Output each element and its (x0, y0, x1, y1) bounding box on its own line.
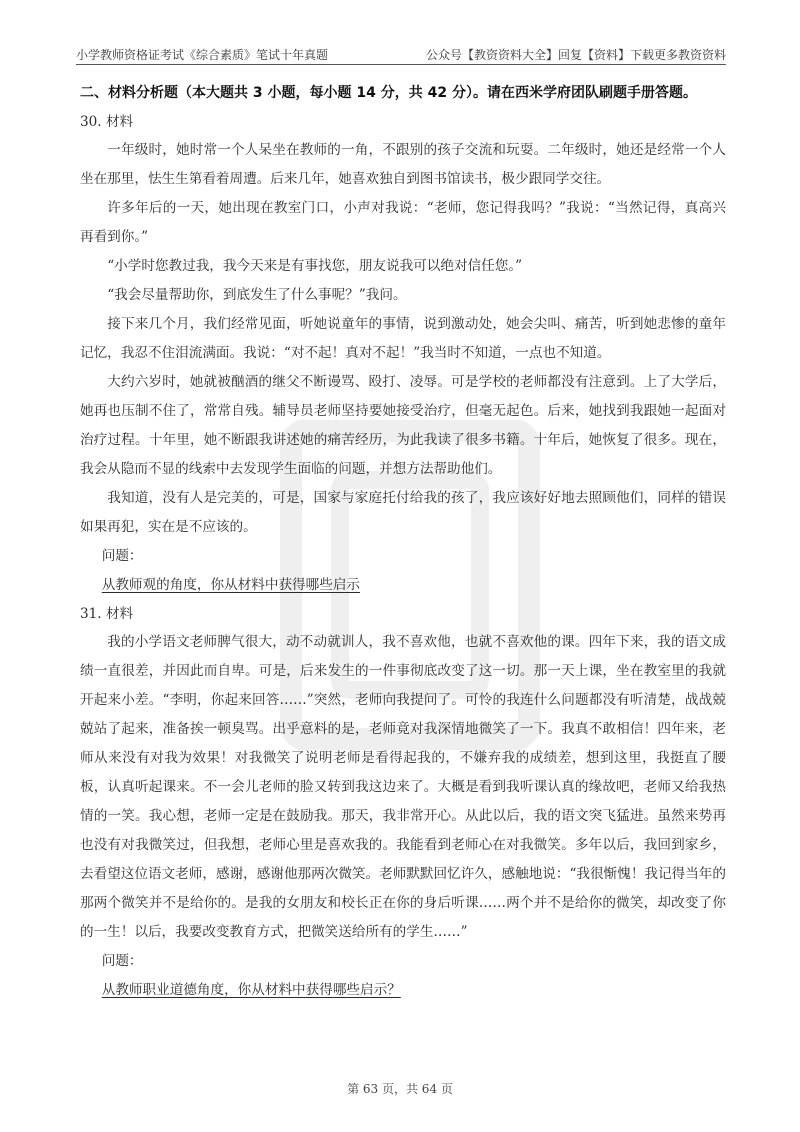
section-title: 二、材料分析题（本大题共 3 小题，每小题 14 分，共 42 分）。请在西米学府团队刷题手册答题。 (80, 85, 697, 101)
question-30-heading: 30. 材料 (80, 114, 134, 130)
q30-paragraph: “我会尽量帮助你，到底发生了什么事呢？”我问。 (107, 287, 407, 303)
header-book-title: 小学教师资格证考试《综合素质》笔试十年真题 (76, 48, 329, 62)
q30-paragraph: 大约六岁时，她就被酗酒的继父不断谩骂、殴打、凌辱。可是学校的老师都没有注意到。上了大学后，她再也压制不住了，常常自残。辅导员老师坚持要她接受治疗，但毫无起色。后来，她找到我跟她一起面对治疗过程。十年里，她不断跟我讲述她的痛苦经历，为此我读了很多书籍。十年后，她恢复了很多。现在，我会从隐而不显的线索中去发现学生面临的问题，并想方法帮助他们。 (80, 374, 726, 477)
q30-paragraph: 一年级时，她时常一个人呆坐在教师的一角，不跟别的孩子交流和玩耍。二年级时，她还是经常一个人坐在那里，怯生生第看着周遭。后来几年，她喜欢独自到图书馆读书，极少跟同学交往。 (80, 142, 726, 187)
q31-question-label: 问题： (101, 953, 143, 969)
q30-question (80, 571, 726, 600)
document-body (80, 80, 726, 1005)
q30-paragraph: 许多年后的一天，她出现在教室门口，小声对我说：“老师，您记得我吗？”我说：“当然记得，真高兴再看到你。” (80, 200, 726, 245)
q30-paragraph: 接下来几个月，我们经常见面，听她说童年的事情，说到激动处，她会尖叫、痛苦，听到她悲惨的童年记忆，我忍不住泪流满面。我说：“对不起！真对不起！”我当时不知道，一点也不知道。 (80, 316, 726, 361)
question-31-heading: 31. 材料 (80, 606, 134, 622)
q31-question (80, 976, 726, 1005)
page-number: 第 63 页，共 64 页 (347, 1082, 453, 1096)
q30-question-label: 问题： (101, 548, 143, 564)
q30-question-text: 从教师观的角度，你从材料中获得哪些启示 (101, 577, 361, 593)
header-promo-text: 公众号【教资资料大全】回复【资料】下载更多教资资料 (425, 48, 726, 62)
q30-paragraph: “小学时您教过我，我今天来是有事找您，朋友说我可以绝对信任您。” (107, 258, 523, 274)
q31-question-text: 从教师职业道德角度，你从材料中获得哪些启示？ (101, 982, 401, 998)
q30-paragraph: 我知道，没有人是完美的，可是，国家与家庭托付给我的孩了，我应该好好地去照顾他们，同样的错误如果再犯，实在是不应该的。 (80, 490, 726, 535)
q31-paragraph: 我的小学语文老师脾气很大，动不动就训人，我不喜欢他，也就不喜欢他的课。四年下来，我的语文成绩一直很差，并因此而自卑。可是，后来发生的一件事彻底改变了这一切。那一天上课，坐在教室里的我就开起来小差。“李明，你起来回答……”突然，老师向我提问了。可怜的我连什么问题都没有听清楚，战战兢兢站了起来，准备挨一顿臭骂。出乎意料的是，老师竟对我深情地微笑了一下。我真不敢相信！四年来，老师从来没有对我为效果！对我微笑了说明老师是看得起我的，不嫌弃我的成绩差，想到这里，我挺直了腰板，认真听起课来。不一会儿老师的脸又转到我这边来了。大概是看到我听课认真的缘故吧，老师又给我热情的一笑。我心想，老师一定是在鼓励我。那天，我非常开心。从此以后，我的语文突飞猛进。虽然来势再也没有对我微笑过，但我想，老师心里是喜欢我的。我能看到老师心在对我微笑。多年以后，我回到家乡，去看望这位语文老师，感谢，感谢他那两次微笑。老师默默回忆许久，感触地说：“我很惭愧！我记得当年的那两个微笑并不是给你的。是我的女朋友和校长正在你的身后听课……两个并不是给你的微笑，却改变了你的一生！以后，我要改变教育方式，把微笑送给所有的学生……” (80, 634, 726, 940)
page-header (76, 44, 726, 65)
